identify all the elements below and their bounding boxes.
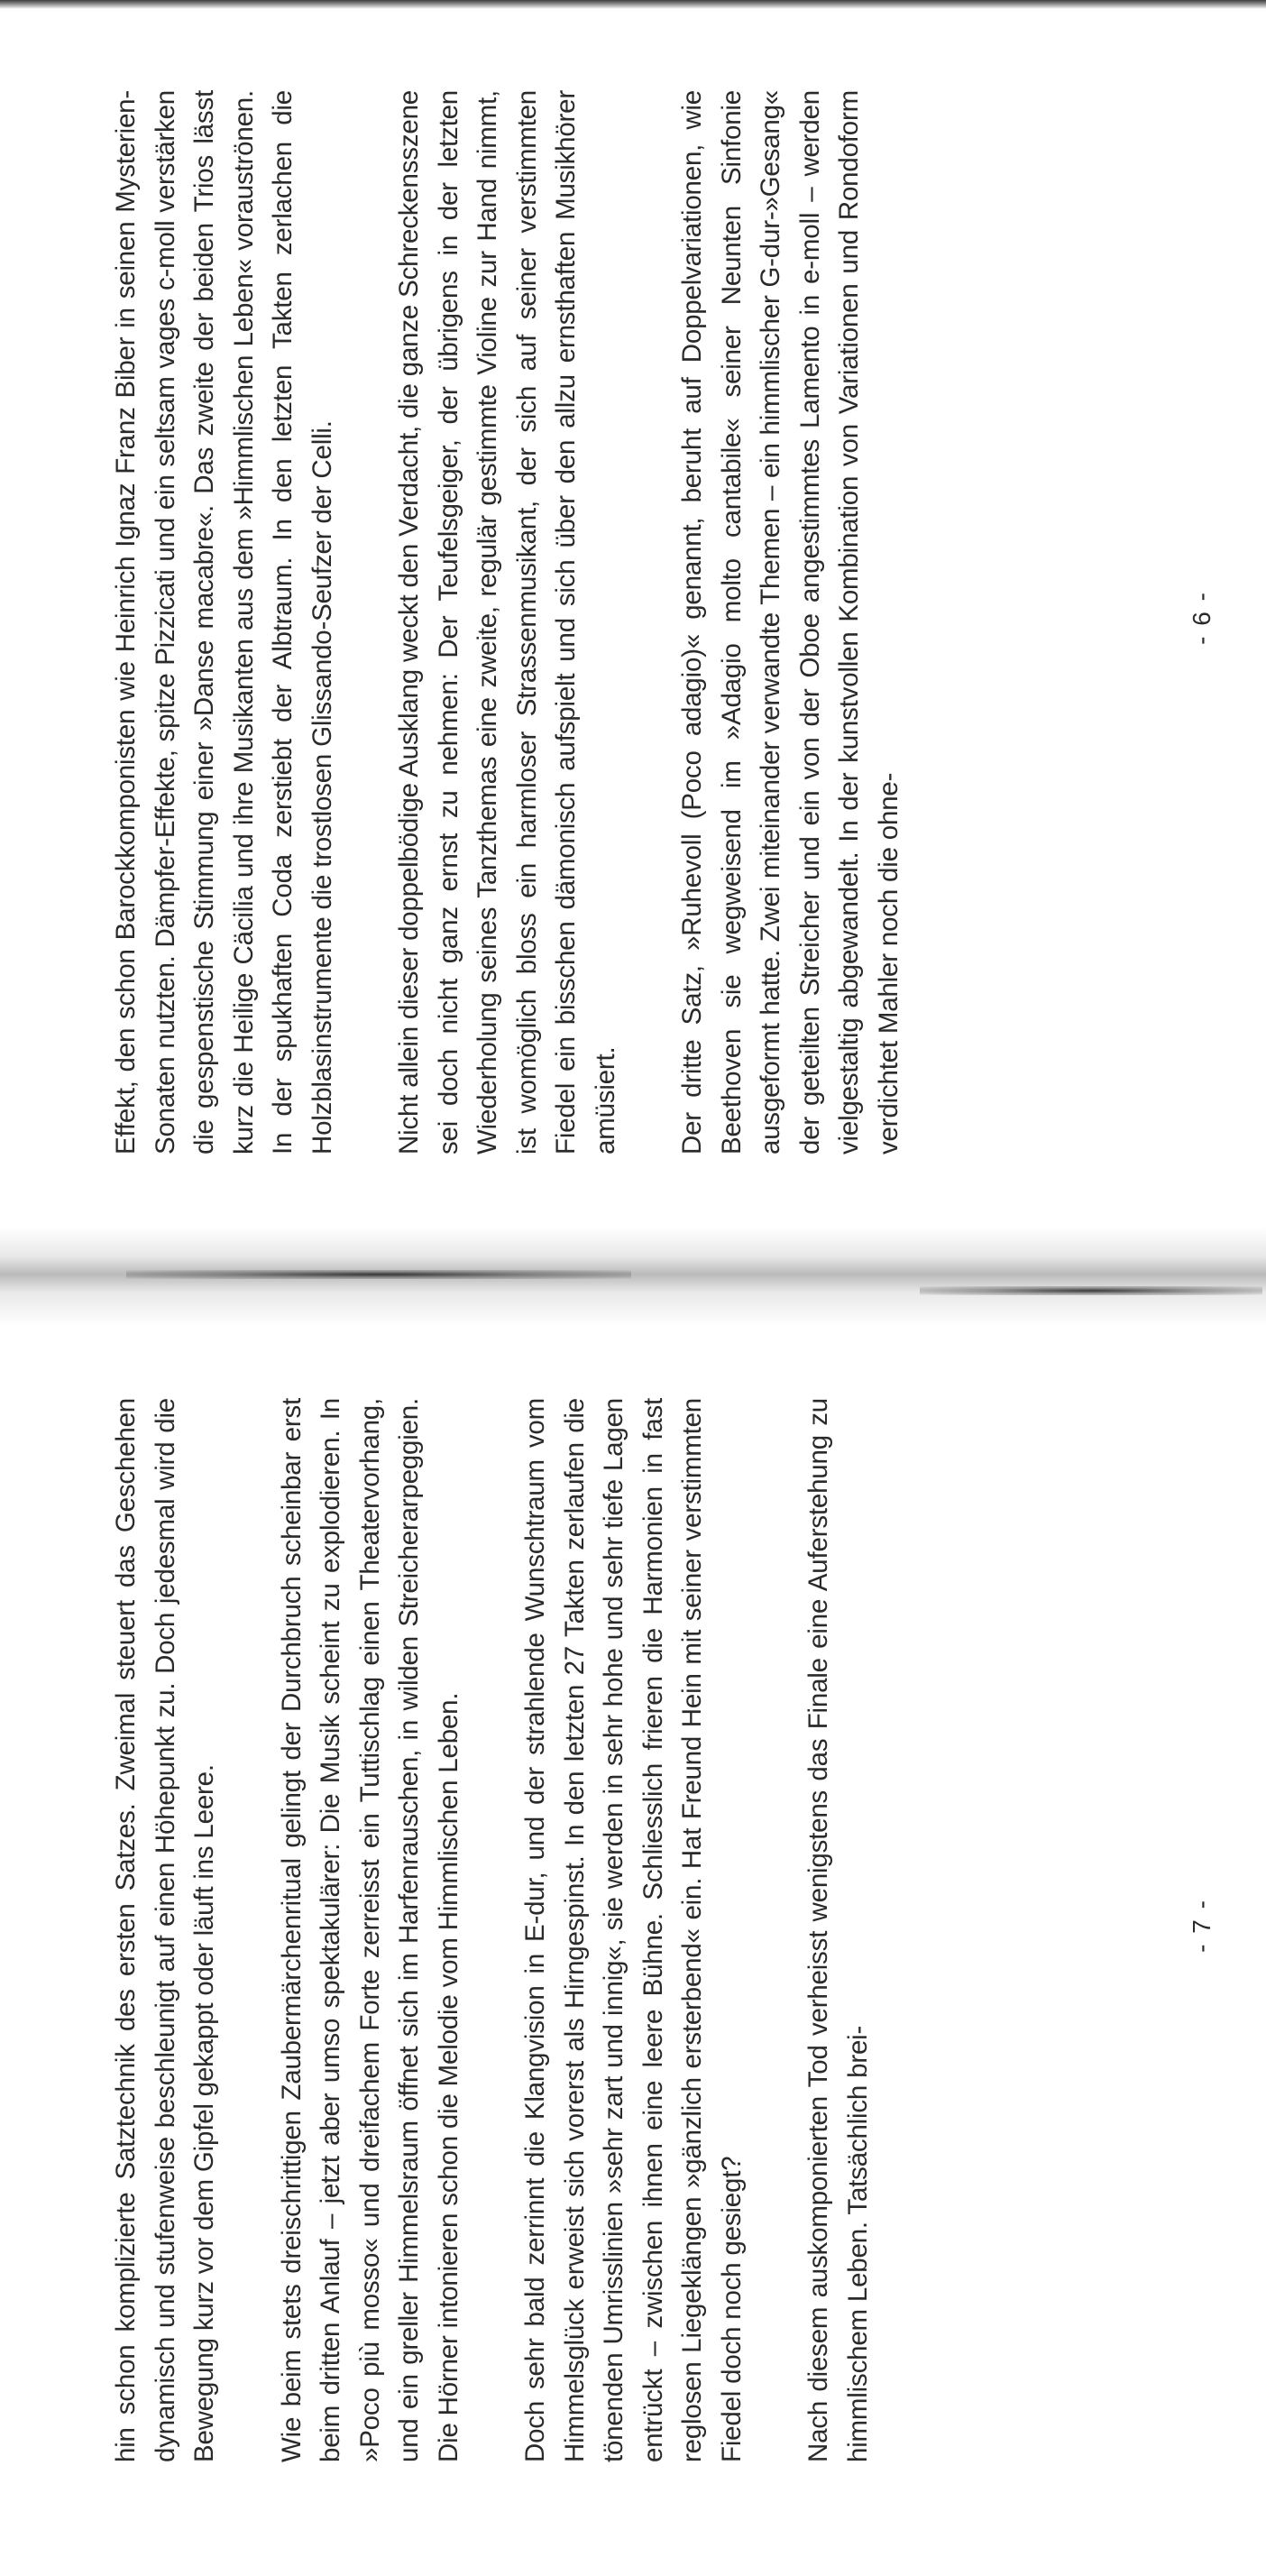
- page-7-number: - 7 -: [1188, 1899, 1216, 1953]
- page-7-paragraph-2: Wie beim stets dreischrittigen Zaubermärchenritual gelingt der Durchbruch scheinbar erst beim dritten Anlauf – jetzt aber umso spektakulärer: Die Musik scheint zu explodieren. In »Poco più mosso« und dreifachem Forte zerreisst ein Tuttischlag einen Theatervorhang, und ein greller Himmelsraum öffnet sich im Harfenrauschen, in wilden Streicherarpeggien. Die Hörner intonieren schon die Melodie vom Himmlischen Leben.: [276, 1398, 463, 2462]
- page-6-paragraph-2: Nicht allein dieser doppelbödige Ausklang weckt den Verdacht, die ganze Schreckensszene sei doch nicht ganz ernst zu nehmen: Der Teufelsgeiger, der übrigens in der letzten Wiederholung seines Tanzthemas eine zweite, regulär gestimmte Violine zur Hand nimmt, ist womöglich bloss ein harmloser Strassenmusikant, der sich auf seiner verstimmten Fiedel ein bisschen dämonisch aufspielt und sich über den allzu ernsthaften Musikhörer amüsiert.: [394, 90, 620, 1155]
- page-7: [72, 1344, 1244, 2507]
- spine-crease-right: [920, 1286, 1262, 1295]
- page-7-paragraph-4: Nach diesem auskomponierten Tod verheisst wenigstens das Finale eine Auferstehung zu himmlischem Leben. Tatsächlich brei-: [803, 1398, 873, 2462]
- page-6: [72, 36, 1244, 1200]
- page-6-paragraph-3: Der dritte Satz, »Ruhevoll (Poco adagio)« genannt, beruht auf Doppelvariationen, wie Beethoven sie wegweisend im »Adagio molto cantabile« seiner Neunten Sinfonie ausgeformt hatte. Zwei miteinander verwandte Themen – ein himmlischer G-dur-»Gesang« der geteilten Streicher und ein von der Oboe angestimmtes Lamento in e-moll – werden vielgestaltig abgewandelt. In der kunstvollen Kombination von Variationen und Rondoform verdichtet Mahler noch die ohne-: [677, 90, 904, 1155]
- page-7-paragraph-1: hin schon komplizierte Satztechnik des ersten Satzes. Zweimal steuert das Geschehen dynamisch und stufenweise beschleunigt auf einen Höhepunkt zu. Doch jedesmal wird die Bewegung kurz vor dem Gipfel gekappt oder läuft ins Leere.: [111, 1398, 219, 2462]
- page-6-paragraph-1: Effekt, den schon Barockkomponisten wie Heinrich Ignaz Franz Biber in seinen Mysterien-Sonaten nutzten. Dämpfer-Effekte, spitze Pizzicati und ein seltsam vages c-moll verstärken die gespenstische Stimmung einer »Danse macabre«. Das zweite der beiden Trios lässt kurz die Heilige Cäcilia und ihre Musikanten aus dem »Himmlischen Leben« vorauströnen. In der spukhaften Coda zerstiebt der Albtraum. In den letzten Takten zerlachen die Holzblasinstrumente die trostlosen Glissando-Seufzer der Celli.: [111, 90, 337, 1155]
- scan-top-edge: [0, 0, 1266, 9]
- page-7-paragraph-3: Doch sehr bald zerrinnt die Klangvision in E-dur, und der strahlende Wunschtraum vom Himmelsglück erweist sich vorerst als Hirngespinst. In den letzten 27 Takten zerlaufen die tönenden Umrisslinien »sehr zart und innig«, sie werden in sehr hohe und sehr tiefe Lagen entrückt – zwischen ihnen eine leere Bühne. Schliesslich frieren die Harmonien in fast reglosen Liegeklängen »gänzlich ersterbend« ein. Hat Freund Hein mit seiner verstimmten Fiedel doch noch gesiegt?: [520, 1398, 747, 2462]
- page-6-number: - 6 -: [1188, 591, 1216, 645]
- spine-crease-left: [126, 1270, 631, 1279]
